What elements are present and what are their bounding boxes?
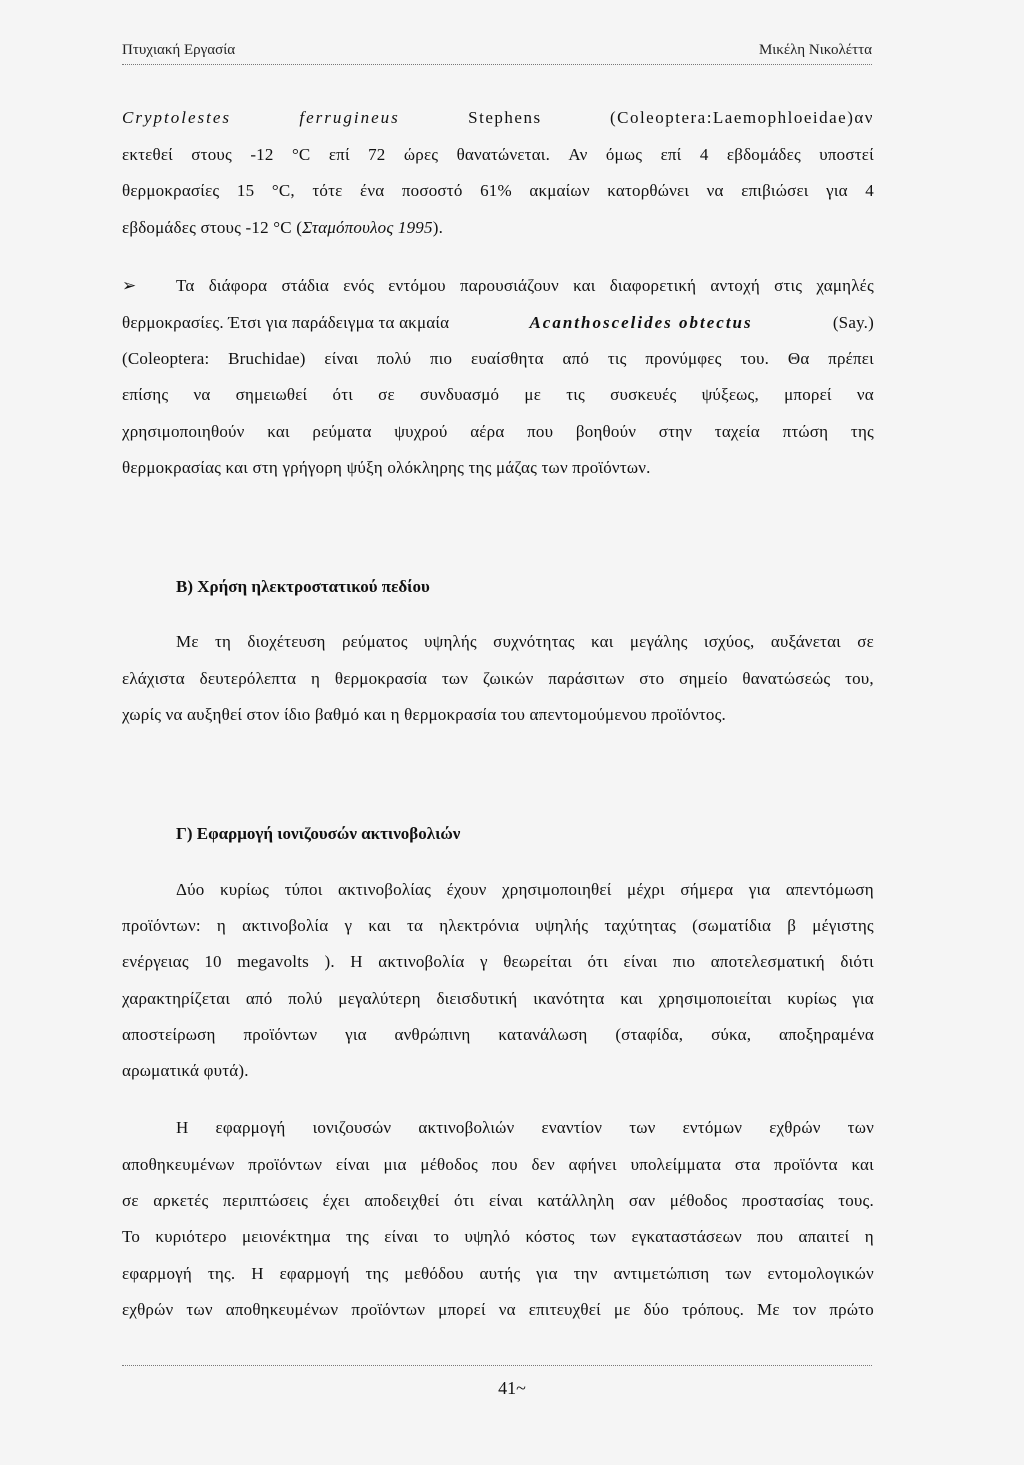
word: εντόμων [682, 1118, 743, 1137]
word: προϊόντων: [122, 916, 201, 935]
para2-line2: θερμοκρασίες. Έτσι για παράδειγμα τα ακμαία Acanthoscelides obtectus (Say.) [122, 313, 874, 332]
word: ελάχιστα [122, 669, 185, 688]
word: εχθρών [122, 1300, 174, 1319]
word: σε [378, 385, 395, 404]
word: κυριότερο [155, 1227, 227, 1246]
word: αποτελεσματική [710, 952, 825, 971]
word: Η [176, 1118, 189, 1137]
word: κυρίως [219, 880, 270, 899]
para1-line4: εβδομάδες στους -12 °C (Σταμόπουλος 1995). [122, 218, 444, 237]
word: megavolts [237, 952, 309, 971]
header-right: Μικέλη Νικολέττα [758, 42, 872, 58]
word: ότι [453, 1191, 475, 1210]
word: τύποι [284, 880, 323, 899]
word: στις [774, 276, 803, 295]
word: των [847, 1118, 874, 1137]
word: Bruchidae) [228, 349, 306, 368]
word: αποδειχθεί [364, 1191, 440, 1210]
word: ικανότητα [533, 989, 605, 1008]
word: κατορθώνει [607, 181, 690, 200]
word: για [748, 880, 771, 899]
word: η [864, 1227, 874, 1246]
word: να [193, 385, 211, 404]
word: -12 [250, 145, 274, 164]
word: η [216, 916, 227, 935]
word: μεγαλύτερη [338, 989, 421, 1008]
word: β [787, 916, 797, 935]
word: αποθηκευμένων [225, 1300, 339, 1319]
word: για [345, 1025, 367, 1044]
word: τρόπους. [682, 1300, 745, 1319]
word: από [245, 989, 273, 1008]
word: απαιτεί [798, 1227, 850, 1246]
word: στο [639, 669, 665, 688]
word: υψηλό [464, 1227, 511, 1246]
word: ζωικών [482, 669, 534, 688]
word: τις [566, 385, 585, 404]
word: εναντίον [541, 1118, 603, 1137]
word: πρέπει [828, 349, 874, 368]
word: με [613, 1300, 631, 1319]
word: κόστος [525, 1227, 575, 1246]
word: προϊόντων [248, 1155, 323, 1174]
word: θερμοκρασίες [122, 181, 220, 200]
word: συνδυασμό [420, 385, 500, 404]
word: δύο [643, 1300, 670, 1319]
footer-rule [122, 1365, 872, 1366]
word: χαρακτηρίζεται [122, 989, 231, 1008]
word: θερμοκρασία [334, 669, 428, 688]
word: του. [740, 349, 770, 368]
word: περιπτώσεις [222, 1191, 309, 1210]
word: χρησιμοποιείται [658, 989, 772, 1008]
word: ενέργειας [122, 952, 189, 971]
word: τις [607, 349, 627, 368]
word: αυξάνεται [770, 632, 841, 651]
word: χρησιμοποιηθούν [122, 422, 245, 441]
word: των [589, 1227, 617, 1246]
word: από [562, 349, 590, 368]
word: αφήνει [568, 1155, 617, 1174]
word: προϊόντων [243, 1025, 318, 1044]
section-c-p2-line4 [122, 1227, 874, 1247]
word: 4 [865, 181, 874, 200]
word: επιβιώσει [741, 181, 809, 200]
word: αρκετές [153, 1191, 209, 1210]
word: διαφορετική [609, 276, 697, 295]
word: είναι [324, 349, 359, 368]
word: πιο [429, 349, 453, 368]
word: συχνότητας [493, 632, 575, 651]
word: εχθρών [769, 1118, 821, 1137]
word: εγκαταστάσεων [631, 1227, 742, 1246]
word: σύκα, [711, 1025, 752, 1044]
section-c-p1-line3 [122, 952, 874, 972]
word: συσκευές [610, 385, 677, 404]
word: εφαρμογή [122, 1264, 192, 1283]
word: μια [383, 1155, 407, 1174]
page-number: 41~ [498, 1378, 526, 1398]
word: βοηθούν [575, 422, 637, 441]
word: 72 [368, 145, 386, 164]
word: εντόμου [388, 276, 446, 295]
section-b-line1 [176, 632, 874, 652]
word: των [725, 1264, 752, 1283]
word: χρησιμοποιηθεί [502, 880, 612, 899]
word: να [498, 1300, 516, 1319]
word: σήμερα [680, 880, 734, 899]
word: μέχρι [627, 880, 665, 899]
word: ενός [343, 276, 375, 295]
word: διότι [840, 952, 874, 971]
word: εκτεθεί [122, 145, 173, 164]
word: δεν [531, 1155, 555, 1174]
word: να [706, 181, 724, 200]
section-c-p2-line3 [122, 1191, 874, 1211]
word: μέθοδος [669, 1191, 728, 1210]
word: (σταφίδα, [615, 1025, 684, 1044]
word: η [311, 669, 321, 688]
word: ψύξεως, [701, 385, 759, 404]
word: ιονιζουσών [312, 1118, 392, 1137]
word: ακτινοβολία [242, 916, 329, 935]
word: σε [122, 1191, 139, 1210]
word: (Coleoptera: [122, 349, 210, 368]
species-genus: Cryptolestes [122, 108, 231, 127]
para2-line6: θερμοκρασίας και στη γρήγορη ψύξη ολόκληρης της μάζας των προϊόντων. [122, 458, 651, 477]
word: και [267, 422, 290, 441]
word: πιο [672, 952, 696, 971]
word: επί [660, 145, 682, 164]
word: ακτινοβολίας [338, 880, 432, 899]
word: της. [207, 1264, 236, 1283]
bullet-arrow-icon: ➢ [122, 276, 137, 295]
word: μέγιστης [812, 916, 874, 935]
word: διοχέτευση [247, 632, 326, 651]
word: Αν [568, 145, 588, 164]
word: ακμαίων [529, 181, 590, 200]
word: ευαίσθητα [470, 349, 544, 368]
section-c-p2-line1 [176, 1118, 874, 1138]
word: °C, [271, 181, 295, 200]
word: 4 [699, 145, 709, 164]
word: ώρες [403, 145, 439, 164]
word: στην [658, 422, 693, 441]
word: τη [214, 632, 232, 651]
word: ρεύματος [341, 632, 408, 651]
word: γ [344, 916, 353, 935]
word: εφαρμογή [279, 1264, 350, 1283]
word: αποστείρωση [122, 1025, 216, 1044]
word: για [536, 1264, 558, 1283]
word: της [365, 1264, 389, 1283]
section-c-p1-line1 [176, 880, 874, 900]
word: των [629, 1118, 656, 1137]
word: εντομολογικών [767, 1264, 874, 1283]
word: και [368, 916, 391, 935]
word: εφαρμογή [215, 1118, 286, 1137]
word: κατανάλωση [498, 1025, 588, 1044]
word: τα [407, 916, 424, 935]
section-b-line2 [122, 669, 874, 689]
word: τον [792, 1300, 817, 1319]
word: Με [176, 632, 199, 651]
word: πτώση [782, 422, 829, 441]
word: διάφορα [208, 276, 268, 295]
word: της [850, 422, 874, 441]
word: ότι [587, 952, 608, 971]
citation: Σταμόπουλος 1995 [302, 218, 433, 237]
word: εβδομάδες [726, 145, 801, 164]
section-c-p2-line6 [122, 1300, 874, 1320]
word: μπορεί [784, 385, 832, 404]
section-c-p2-line2 [122, 1155, 874, 1175]
word: όμως [605, 145, 643, 164]
para2-line5 [122, 422, 874, 442]
word: ψυχρού [394, 422, 448, 441]
word: υπολείμματα [630, 1155, 722, 1174]
word: παράσιτων [548, 669, 625, 688]
word: μπορεί [438, 1300, 486, 1319]
section-c-p1-line6: αρωματικά φυτά). [122, 1061, 249, 1080]
word: ισχύος, [703, 632, 755, 651]
word: ρεύματα [312, 422, 372, 441]
word: αέρα [470, 422, 505, 441]
word: αντοχή [710, 276, 760, 295]
section-c-p1-line4 [122, 989, 874, 1009]
word: σημείο [679, 669, 728, 688]
species-family: (Coleoptera:Laemophloeidae)αν [609, 108, 874, 127]
word: (σωματίδια [692, 916, 772, 935]
word: 61% [480, 181, 512, 200]
para1-line2 [122, 145, 874, 165]
word: ακτινοβολία [378, 952, 465, 971]
word: υψηλής [423, 632, 477, 651]
word: τότε [312, 181, 343, 200]
word: κυρίως [787, 989, 837, 1008]
word: του, [845, 669, 874, 688]
word: με [524, 385, 542, 404]
species-author: Stephens [468, 108, 542, 127]
word: και [591, 632, 614, 651]
word: των [186, 1300, 213, 1319]
word: να [856, 385, 874, 404]
word: την [573, 1264, 598, 1283]
word: °C [291, 145, 311, 164]
word: ). [324, 952, 335, 971]
word: έχουν [446, 880, 487, 899]
word: παρουσιάζουν [459, 276, 559, 295]
word: ηλεκτρόνια [439, 916, 520, 935]
word: αντιμετώπιση [613, 1264, 710, 1283]
word: για [826, 181, 848, 200]
word: και [573, 276, 596, 295]
word: διεισδυτική [436, 989, 518, 1008]
word: θεωρείται [503, 952, 572, 971]
word: Θα [787, 349, 810, 368]
word: στους [191, 145, 232, 164]
para2-line3 [122, 349, 874, 369]
word: που [757, 1227, 784, 1246]
para1-line1 [122, 108, 874, 128]
word: θανατώνεται. [456, 145, 551, 164]
section-b-heading: Β) Χρήση ηλεκτροστατικού πεδίου [176, 577, 430, 596]
word: Τα [176, 276, 195, 295]
word: των [441, 669, 469, 688]
word: ότι [332, 385, 354, 404]
section-c-heading: Γ) Εφαρμογή ιονιζουσών ακτινοβολιών [176, 824, 461, 843]
header-rule [122, 64, 872, 65]
word: αποθηκευμένων [122, 1155, 235, 1174]
word: ποσοστό [401, 181, 463, 200]
word: δευτερόλεπτα [199, 669, 297, 688]
word: 15 [236, 181, 255, 200]
word: και [851, 1155, 874, 1174]
word: στάδια [281, 276, 330, 295]
section-c-p2-line5 [122, 1264, 874, 1284]
word: πολύ [377, 349, 412, 368]
word: αποξηραμένα [779, 1025, 874, 1044]
word: που [491, 1155, 518, 1174]
word: και [620, 989, 643, 1008]
word: πολύ [288, 989, 323, 1008]
species-epithet: ferrugineus [299, 108, 400, 127]
word: είναι [623, 952, 658, 971]
word: για [852, 989, 874, 1008]
word: τους. [838, 1191, 874, 1210]
word: ένα [360, 181, 385, 200]
word: σαν [628, 1191, 656, 1210]
header-left: Πτυχιακή Εργασία [122, 42, 236, 58]
word: Η [251, 1264, 264, 1283]
word: σημειωθεί [235, 385, 308, 404]
word: μεγάλης [629, 632, 688, 651]
section-c-p1-line2 [122, 916, 874, 936]
word: είναι [488, 1191, 523, 1210]
word: ανθρώπινη [394, 1025, 471, 1044]
word: έχει [322, 1191, 350, 1210]
word: θανατώσεώς [742, 669, 831, 688]
word: επί [328, 145, 350, 164]
word: μειονέκτημα [241, 1227, 331, 1246]
section-c-p1-line5 [122, 1025, 874, 1045]
word: προστασίας [741, 1191, 824, 1210]
word: επίσης [122, 385, 169, 404]
word: προνύμφες [645, 349, 722, 368]
word: το [433, 1227, 450, 1246]
word: μέθοδος [420, 1155, 478, 1174]
word: ταχεία [714, 422, 760, 441]
para2-line4 [122, 385, 874, 405]
word: κατάλληλη [537, 1191, 615, 1210]
word: γ [479, 952, 488, 971]
word: Δύο [176, 880, 205, 899]
word: αυτής [479, 1264, 521, 1283]
species-name: Acanthoscelides obtectus [529, 313, 753, 332]
word: Το [122, 1227, 141, 1246]
word: υποστεί [819, 145, 874, 164]
para1-line3 [122, 181, 874, 201]
word: προϊόντα [774, 1155, 838, 1174]
word: χαμηλές [816, 276, 874, 295]
word: είναι [335, 1155, 370, 1174]
word: Με [757, 1300, 780, 1319]
word: επιτευχθεί [528, 1300, 601, 1319]
word: Η [350, 952, 363, 971]
word: σε [857, 632, 874, 651]
word: πρώτο [829, 1300, 874, 1319]
word: που [527, 422, 554, 441]
word: ακτινοβολιών [418, 1118, 515, 1137]
word: είναι [384, 1227, 419, 1246]
word: απεντόμωση [785, 880, 874, 899]
word: μεθόδου [404, 1264, 464, 1283]
word: της [345, 1227, 369, 1246]
word: υψηλής [535, 916, 589, 935]
word: 10 [204, 952, 222, 971]
word: προϊόντων [351, 1300, 426, 1319]
word: ταχύτητας [604, 916, 677, 935]
para2-line1 [176, 276, 874, 296]
section-b-line3: χωρίς να αυξηθεί στον ίδιο βαθμό και η θερμοκρασία του απεντομούμενου προϊόντος. [122, 705, 726, 724]
word: στα [734, 1155, 761, 1174]
